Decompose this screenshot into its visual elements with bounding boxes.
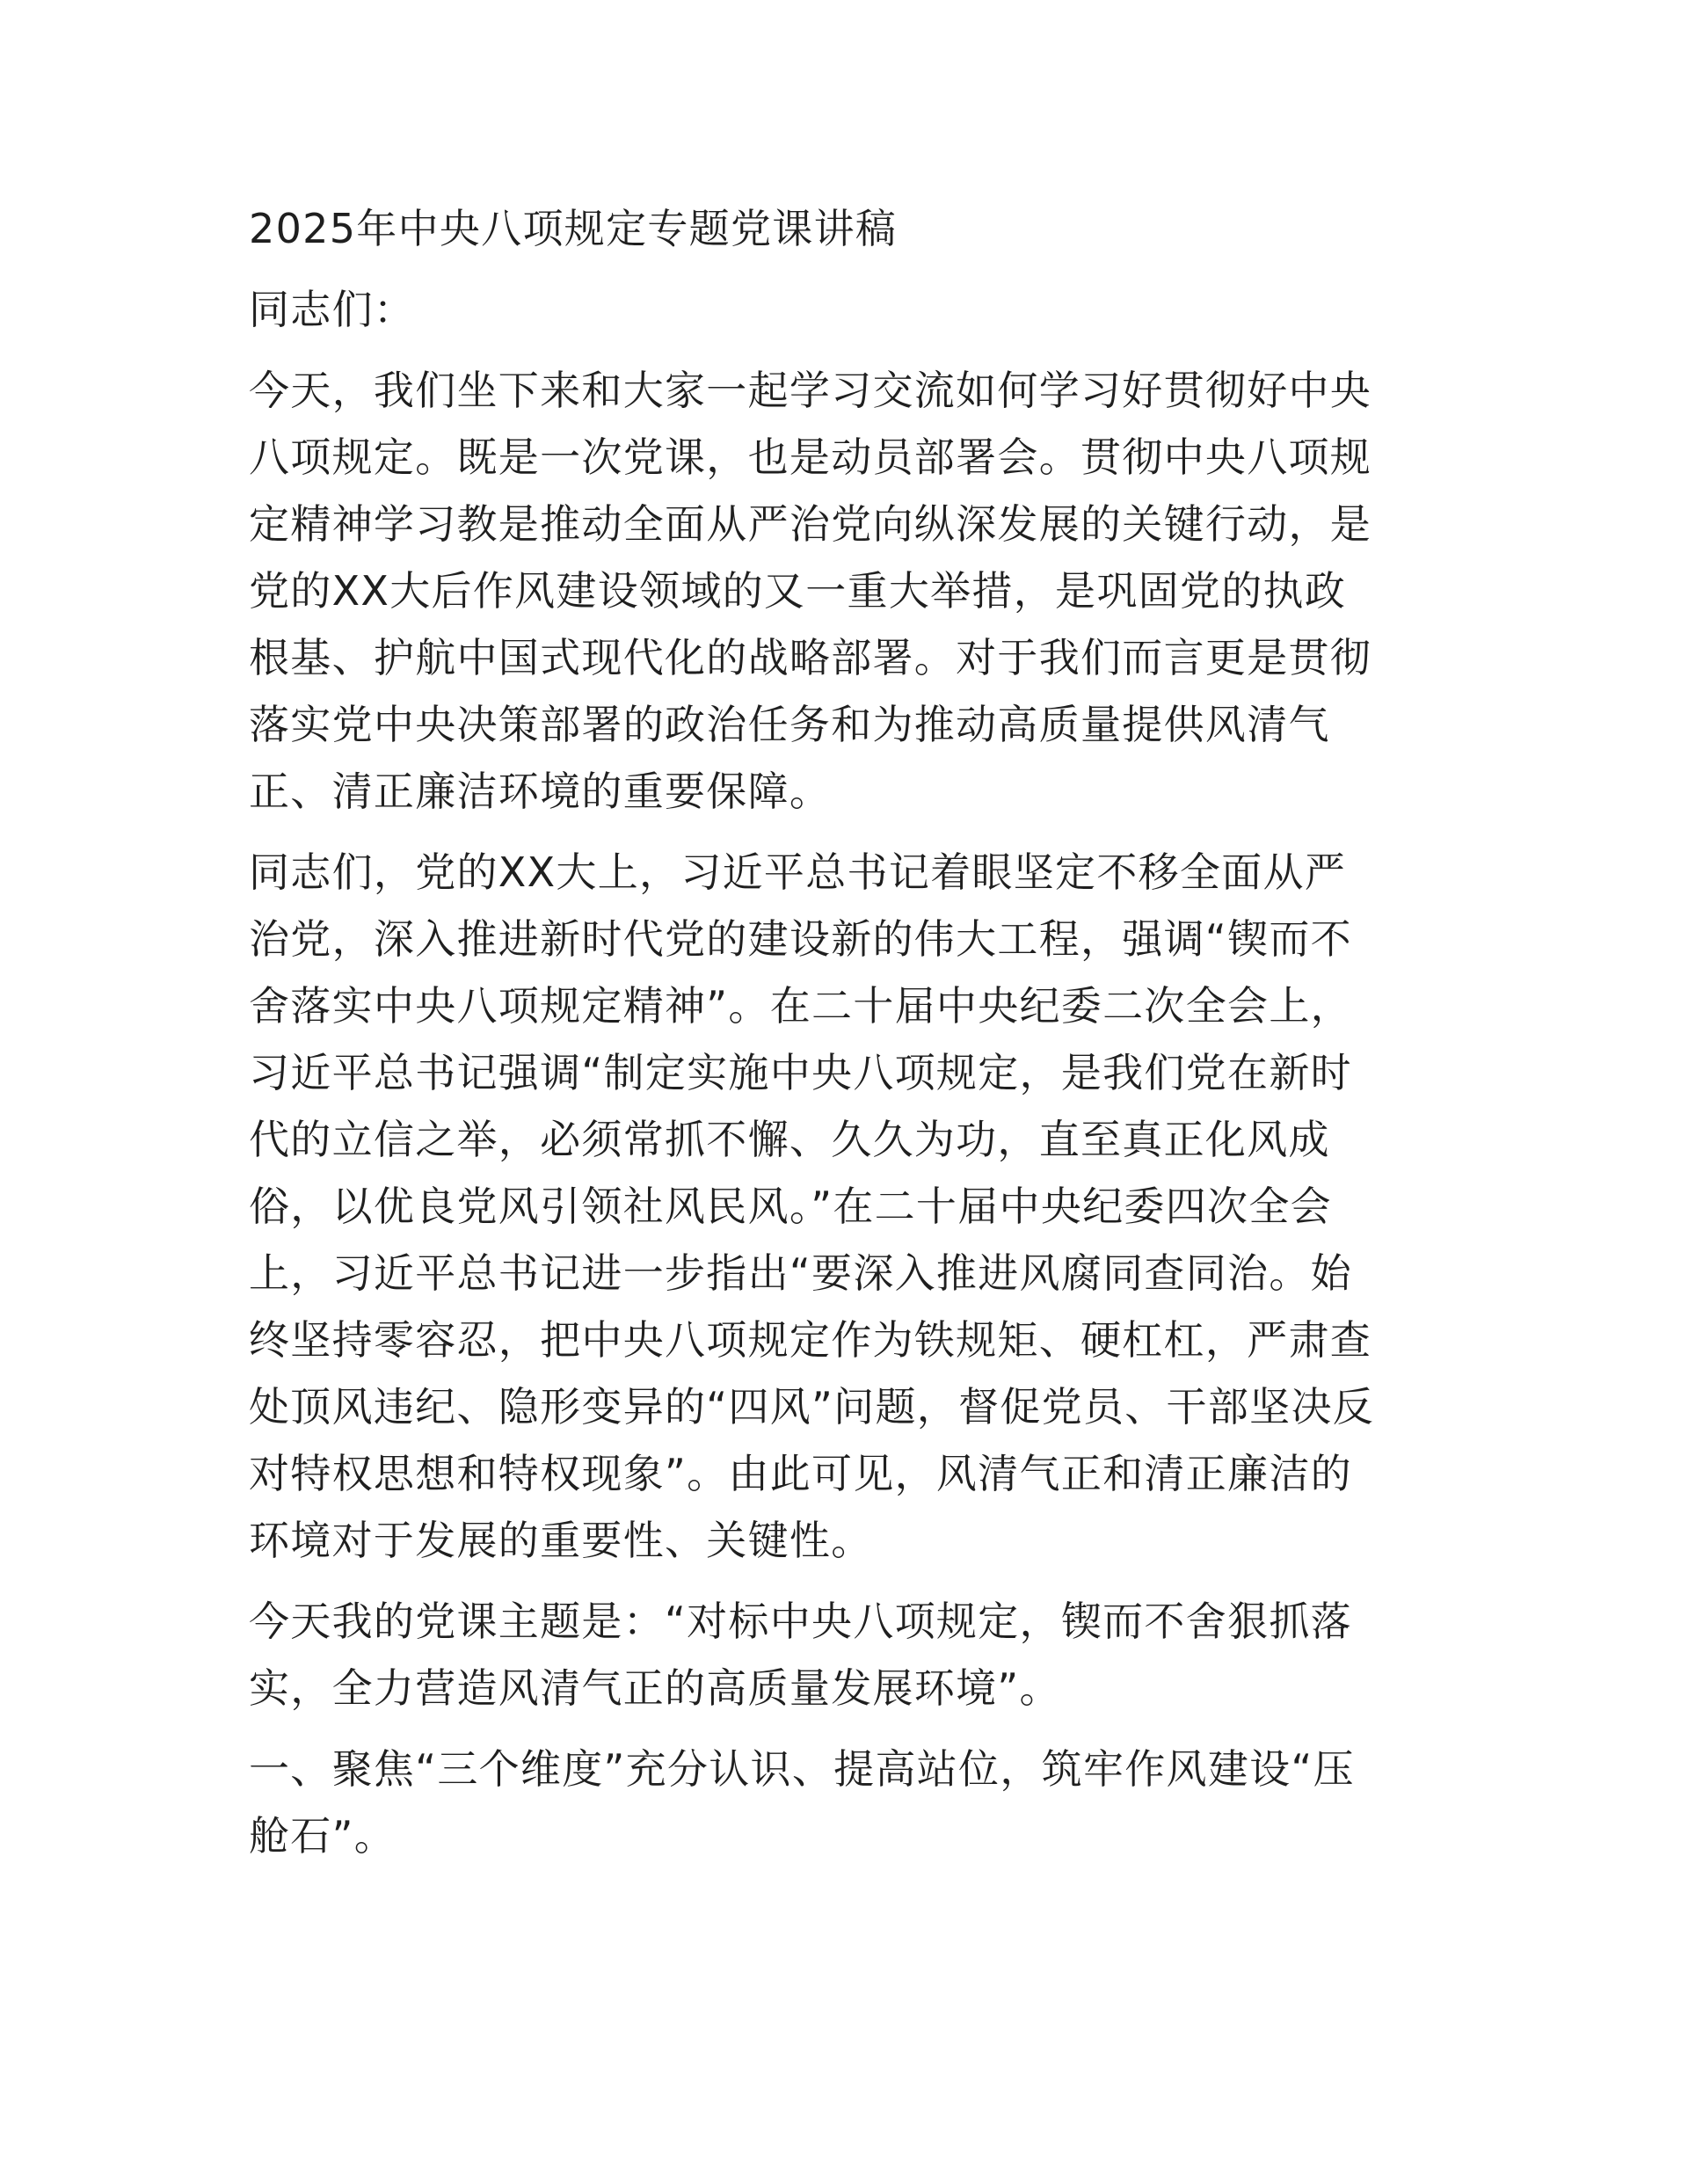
text-line: 习近平总书记强调“制定实施中央八项规定，是我们党在新时	[249, 1049, 1352, 1096]
text-line: 对特权思想和特权现象”。由此可见，风清气正和清正廉洁的	[249, 1450, 1352, 1497]
text-line: 同志们，党的XX大上，习近平总书记着眼坚定不移全面从严	[249, 848, 1347, 896]
text-line: 终坚持零容忍，把中央八项规定作为铁规矩、硬杠杠，严肃查	[249, 1316, 1372, 1364]
document-body	[249, 195, 1444, 1883]
text-line: 一、聚焦“三个维度”充分认识、提高站位，筑牢作风建设“压	[249, 1745, 1355, 1793]
section-heading-1	[249, 1736, 1444, 1869]
text-line: 同志们：	[249, 286, 416, 333]
paragraph-theme	[249, 1588, 1444, 1722]
document-title: 2025年中央八项规定专题党课讲稿	[249, 205, 898, 252]
text-line: 上，习近平总书记进一步指出“要深入推进风腐同查同治。始	[249, 1249, 1352, 1297]
text-line: 八项规定。既是一次党课，也是动员部署会。贯彻中央八项规	[249, 433, 1372, 481]
text-line: 治党，深入推进新时代党的建设新的伟大工程，强调“锲而不	[249, 915, 1352, 963]
text-line: 今天我的党课主题是：“对标中央八项规定，锲而不舍狠抓落	[249, 1598, 1352, 1645]
text-line: 舍落实中央八项规定精神”。在二十届中央纪委二次全会上，	[249, 982, 1352, 1030]
text-line: 定精神学习教是推动全面从严治党向纵深发展的关键行动，是	[249, 500, 1372, 548]
text-line: 落实党中央决策部署的政治任务和为推动高质量提供风清气	[249, 701, 1330, 748]
text-line: 代的立信之举，必须常抓不懈、久久为功，直至真正化风成	[249, 1116, 1330, 1163]
text-line: 实，全力营造风清气正的高质量发展环境”。	[249, 1664, 1061, 1712]
paragraph-background	[249, 839, 1444, 1574]
text-line: 俗，以优良党风引领社风民风。”在二十届中央纪委四次全会	[249, 1183, 1332, 1230]
paragraph-introduction	[249, 357, 1444, 825]
text-line: 处顶风违纪、隐形变异的“四风”问题，督促党员、干部坚决反	[249, 1383, 1375, 1431]
paragraph-greeting	[249, 276, 1444, 343]
text-line: 正、清正廉洁环境的重要保障。	[249, 768, 832, 815]
text-line: 环境对于发展的重要性、关键性。	[249, 1517, 873, 1564]
text-line: 党的XX大后作风建设领域的又一重大举措，是巩固党的执政	[249, 567, 1347, 615]
text-line: 舱石”。	[249, 1812, 397, 1860]
text-line: 今天，我们坐下来和大家一起学习交流如何学习好贯彻好中央	[249, 367, 1372, 414]
text-line: 根基、护航中国式现代化的战略部署。对于我们而言更是贯彻	[249, 634, 1372, 681]
